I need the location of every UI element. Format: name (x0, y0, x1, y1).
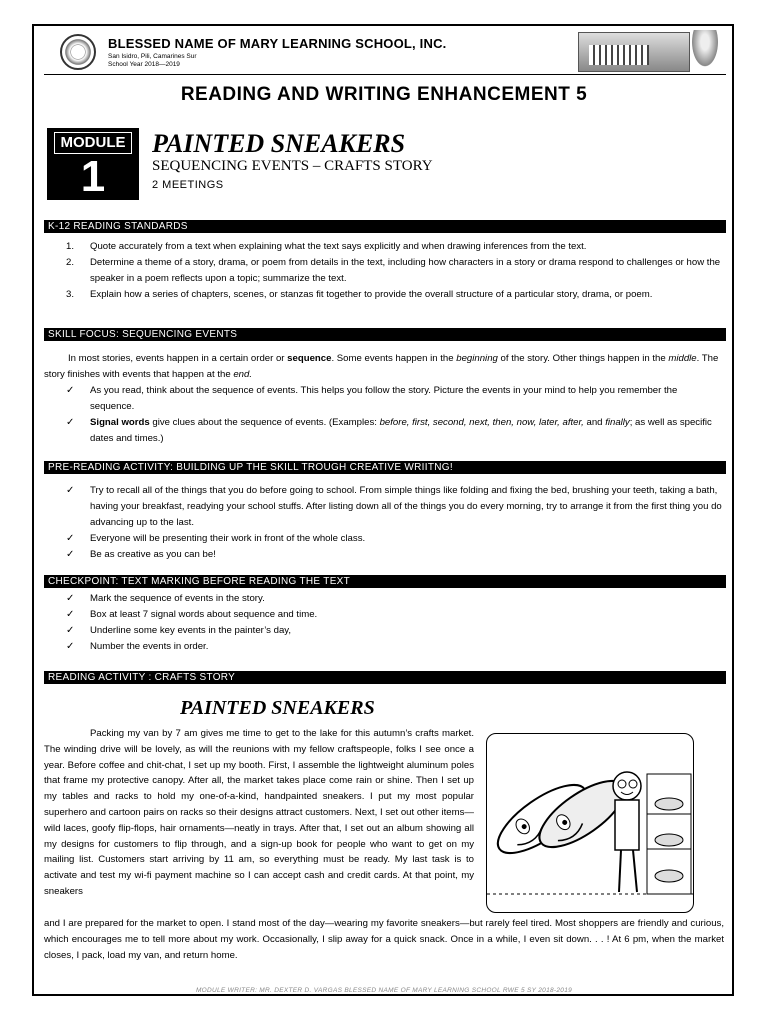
item-text: Explain how a series of chapters, scenes, or stanzas fit together to provide the overall structure of a particular story, drama, or poem. (90, 289, 653, 300)
list-item (66, 547, 722, 563)
pre-reading-list (66, 483, 722, 563)
item-text: Box at least 7 signal words about sequence and time. (90, 609, 318, 620)
intro-text: In most stories, events happen in a certain order or (68, 353, 288, 364)
story-paragraph-continued: and I are prepared for the market to open. I stand most of the day—wearing my favorite sneakers—but rarely feel tired. Most shoppers are friendly and curious, which encourages me to tell more about my work. Occasionally, I slip away for a quick snack. Once in a while, I even sit down. . . ! At 6 pm, when the market closes, I pack, load my van, and return home. (44, 918, 724, 961)
module-badge (47, 128, 139, 200)
intro-italic: beginning (456, 353, 498, 364)
list-item (66, 607, 722, 623)
list-item (66, 287, 722, 303)
item-text: and (583, 417, 606, 428)
check-mark-icon: ✓ (66, 625, 75, 636)
list-item (66, 239, 722, 255)
check-mark-icon: ✓ (66, 593, 75, 604)
list-item (66, 639, 722, 655)
module-label: MODULE (54, 132, 132, 154)
school-seal-logo (60, 34, 96, 70)
story-title: PAINTED SNEAKERS (180, 697, 375, 719)
list-item (66, 623, 722, 639)
item-text: give clues about the sequence of events. (Examples: (149, 417, 380, 428)
check-mark-icon: ✓ (66, 485, 75, 496)
item-number: 1. (66, 241, 75, 252)
school-building-photo (578, 32, 690, 72)
intro-text: . The story finishes with events that happen at the (44, 353, 719, 380)
intro-bold: sequence (287, 353, 332, 364)
list-item (66, 591, 722, 607)
item-text: Quote accurately from a text when explaining what the text says explicitly and when drawing inferences from the text. (90, 241, 587, 252)
checkpoint-list (66, 591, 722, 655)
module-number: 1 (80, 152, 106, 201)
check-mark-icon: ✓ (66, 641, 75, 652)
module-title: PAINTED SNEAKERS (152, 129, 406, 158)
item-italic: before, first, second, next, then, now, later, after, (379, 417, 584, 428)
header-divider (44, 74, 726, 75)
list-item (66, 383, 722, 415)
check-mark-icon: ✓ (66, 609, 75, 620)
item-text: Determine a theme of a story, drama, or poem from details in the text, including how characters in a story or drama respond to challenges or how the speaker in a poem reflects upon a topic; summarize the text. (90, 257, 721, 284)
story-paragraph: Packing my van by 7 am gives me time to get to the lake for this autumn’s crafts market. The winding drive will be lovely, as will the reunions with my fellow craftspeople, folks I see once a year. Before coffee and chit-chat, I set up my booth. First, I assemble the lightweight aluminum poles that frame my protective canopy. After all, the market takes place come rain or shine. Then I set up my tables and racks to hold my one-of-a-kind, handpainted sneakers. I put my most popular superhero and cartoon pairs on racks so their designs attract customers. Next, I set out other items—wild laces, goofy flip-flops, hair ornaments—neatly in trays. After that, I set out an album showing all my designs for customers to flip through, and a sign-up book for people who want to get on my mailing list. Customers start arriving by 11 am, so everything must be ready. My last task is to activate and test my wi-fi payment machine so I can accept cash and credit cards. At that point, my sneakers (44, 728, 474, 897)
check-mark-icon: ✓ (66, 549, 75, 560)
skill-bullets (66, 383, 722, 447)
checkpoint-heading: CHECKPOINT: TEXT MARKING BEFORE READING THE TEXT (44, 575, 726, 588)
item-number: 3. (66, 289, 75, 300)
check-mark-icon: ✓ (66, 385, 75, 396)
item-text: Try to recall all of the things that you do before going to school. From simple things like folding and fixing the bed, brushing your teeth, taking a bath, having your breakfast, readying your school stuffs. After listing down all of the things you do every morning, try to arrange it from the first thing you do advancing up to the last. (90, 485, 722, 528)
item-text: Be as creative as you can be! (90, 549, 216, 560)
item-text: ; as well as specific dates and times.) (90, 417, 712, 444)
pre-reading-heading: PRE-READING ACTIVITY: BUILDING UP THE SKILL TROUGH CREATIVE WRIITNG! (44, 461, 726, 474)
list-item (66, 483, 722, 531)
standards-list (66, 239, 722, 303)
list-item (66, 255, 722, 287)
skill-intro (44, 351, 724, 383)
school-name: BLESSED NAME OF MARY LEARNING SCHOOL, INC. (108, 36, 447, 51)
check-mark-icon: ✓ (66, 417, 75, 428)
school-address (108, 53, 197, 69)
reading-activity-heading: READING ACTIVITY : CRAFTS STORY (44, 671, 726, 684)
course-title: READING AND WRITING ENHANCEMENT 5 (180, 84, 588, 105)
intro-italic: middle (668, 353, 697, 364)
address-line: San Isidro, Pili, Camarines Sur (108, 53, 197, 60)
intro-text: of the story. Other things happen in the (497, 353, 669, 364)
item-text: As you read, think about the sequence of events. This helps you follow the story. Picture the events in your mind to help you remember the sequence. (90, 385, 678, 412)
intro-text: . Some events happen in the (331, 353, 457, 364)
standards-heading: K-12 READING STANDARDS (44, 220, 726, 233)
cartoon-drawing (487, 734, 693, 912)
virgin-mary-image (690, 30, 720, 70)
item-number: 2. (66, 257, 75, 268)
item-italic: finally (605, 417, 630, 428)
page-footer: MODULE WRITER: MR. DEXTER D. VARGAS BLESSED NAME OF MARY LEARNING SCHOOL RWE 5 SY 2018-2019 (195, 987, 573, 994)
intro-italic: end. (233, 369, 253, 380)
item-bold: Signal words (90, 417, 150, 428)
list-item (66, 531, 722, 547)
module-meetings: 2 MEETINGS (152, 179, 224, 191)
item-text: Underline some key events in the painter’s day, (90, 625, 292, 636)
sneaker-painter-illustration (486, 733, 694, 913)
skill-focus-heading: SKILL FOCUS: SEQUENCING EVENTS (44, 328, 726, 341)
item-text: Everyone will be presenting their work in front of the whole class. (90, 533, 366, 544)
school-year-line: School Year 2018—2019 (108, 61, 180, 68)
module-subtitle: SEQUENCING EVENTS – CRAFTS STORY (152, 158, 433, 174)
item-text: Mark the sequence of events in the story. (90, 593, 265, 604)
item-text: Number the events in order. (90, 641, 209, 652)
list-item (66, 415, 722, 447)
school-header (44, 30, 726, 72)
check-mark-icon: ✓ (66, 533, 75, 544)
